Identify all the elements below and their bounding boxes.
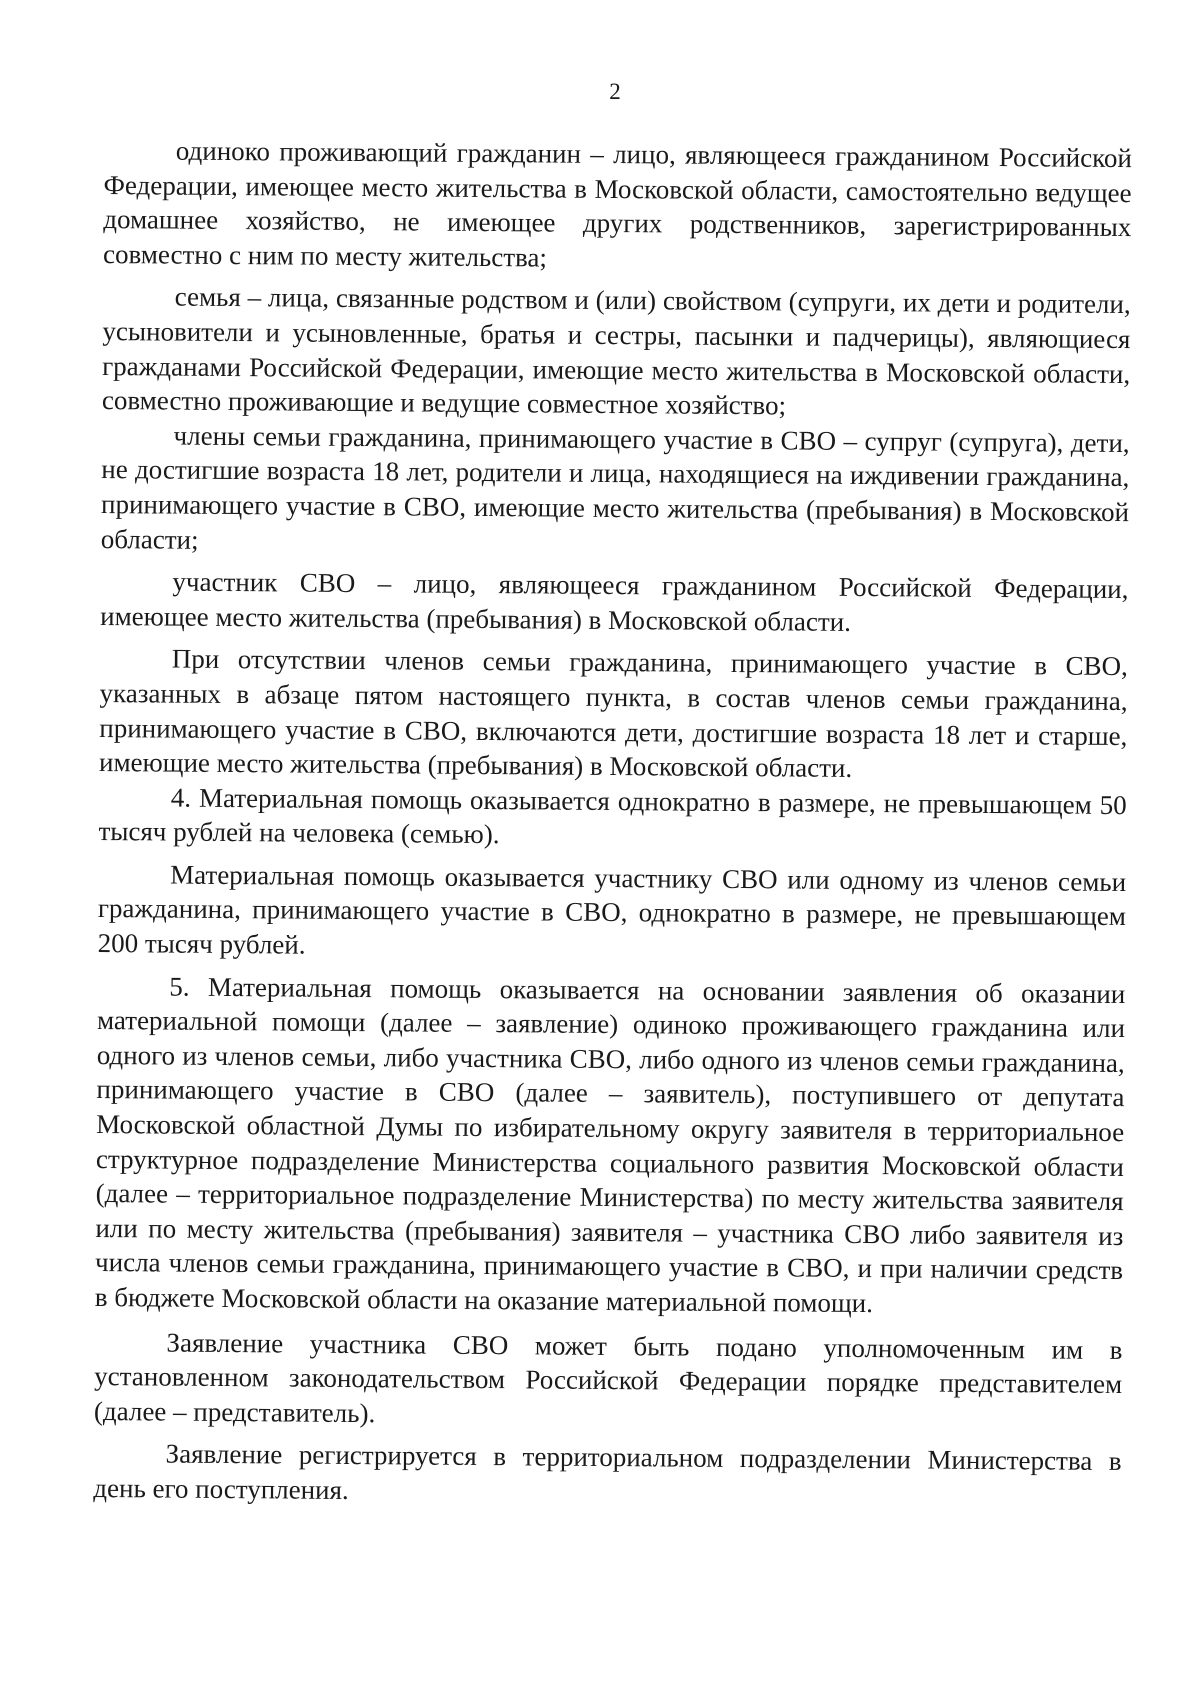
paragraph-representative: Заявление участника СВО может быть подано уполномоченным им в установленном законодательством Российской Федерации порядке представителем (далее – представитель). xyxy=(93,1327,1123,1428)
definition-svo-family-members: члены семьи гражданина, принимающего участие в СВО – супруг (супруга), дети, не достигшие возраста 18 лет, родители и лица, находящиеся на иждивении гражданина, принимающего участие в СВО, имеющие место жительства (пребывания) в Московской области; xyxy=(100,420,1130,555)
definition-svo-participant: участник СВО – лицо, являющееся гражданином Российской Федерации, имеющее место жительства (пребывания) в Московской области. xyxy=(100,566,1129,637)
definition-family: семья – лица, связанные родством и (или) свойством (супруги, их дети и родители, усыновители и усыновленные, братья и сестры, пасынки и падчерицы), являющиеся гражданами Российской Федерации, имеющие место жительства в Московской области, совместно проживающие и ведущие совместное хозяйство; xyxy=(101,281,1131,421)
clause-5-application-basis: 5. Материальная помощь оказывается на основании заявления об оказании материальной помощи (далее – заявление) одиноко проживающего гражданина или одного из членов семьи, либо участника СВО, либо одного из членов семьи гражданина, принимающего участие в СВО (далее – заявитель), поступившего от депутата Московской областной Думы по избирательному округу заявителя в территориальное структурное подразделение Министерства социального развития Московской области (далее – территориальное подразделение Министерства) по месту жительства заявителя или по месту жительства (пребывания) заявителя – участника СВО либо заявителя из числа членов семьи гражданина, принимающего участие в СВО, и при наличии средств в бюджете Московской области на оказание материальной помощи. xyxy=(94,971,1126,1319)
document-body xyxy=(93,133,1132,1514)
page-number: 2 xyxy=(609,79,621,104)
clause-4-amount: 4. Материальная помощь оказывается однократно в размере, не превышающем 50 тысяч рублей на человека (семью). xyxy=(98,782,1127,850)
paragraph-registration: Заявление регистрируется в территориальном подразделении Министерства в день его поступления. xyxy=(93,1438,1122,1505)
definition-single-citizen: одиноко проживающий гражданин – лицо, являющееся гражданином Российской Федерации, имеющее место жительства в Московской области, самостоятельно ведущее домашнее хозяйство, не имеющее других родственников, зарегистрированных совместно с ним по месту жительства; xyxy=(102,135,1132,273)
paragraph-absence-of-family: При отсутствии членов семьи гражданина, принимающего участие в СВО, указанных в абзаце пятом настоящего пункта, в состав членов семьи гражданина, принимающего участие в СВО, включаются дети, достигшие возраста 18 лет и старше, имеющие место жительства (пребывания) в Московской области. xyxy=(98,643,1128,783)
paragraph-svo-amount: Материальная помощь оказывается участнику СВО или одному из членов семьи гражданина, принимающего участие в СВО, однократно в размере, не превышающем 200 тысяч рублей. xyxy=(97,859,1127,960)
